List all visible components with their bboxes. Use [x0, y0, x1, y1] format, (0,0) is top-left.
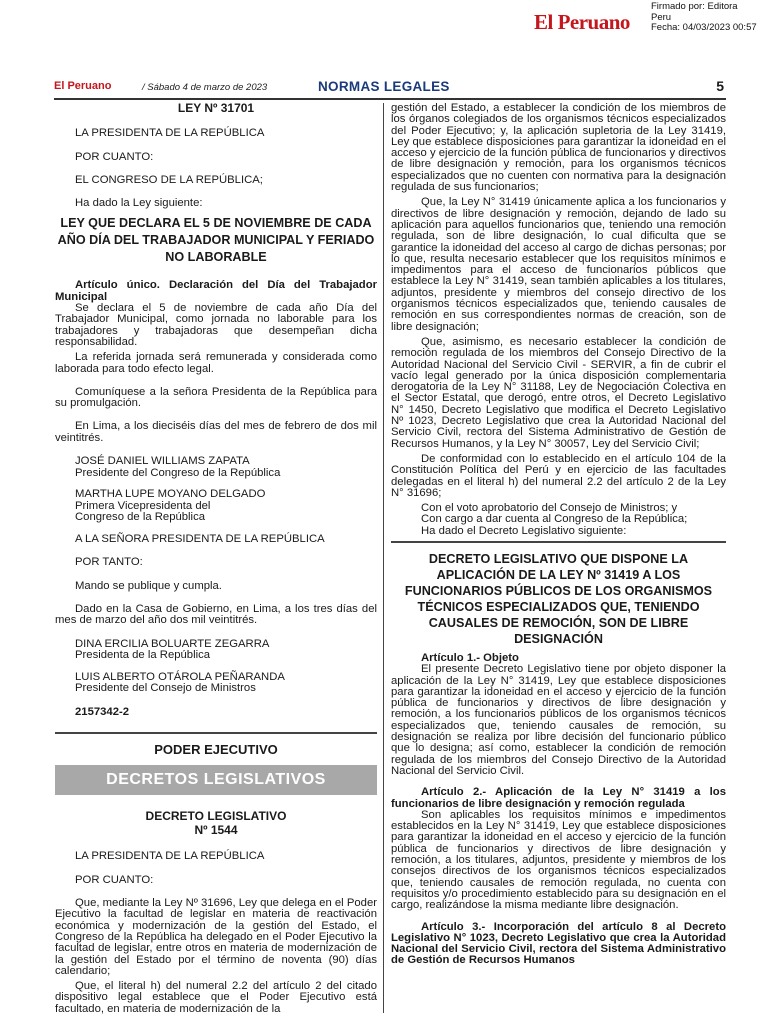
- signer-role: Congreso de la República: [75, 511, 205, 524]
- section-divider: [55, 732, 377, 734]
- intro-line: POR CUANTO:: [75, 150, 154, 163]
- signer-name: MARTHA LUPE MOYANO DELGADO: [75, 488, 266, 501]
- signer-role: Presidente del Congreso de la República: [75, 466, 281, 479]
- decree-heading: DECRETO LEGISLATIVO QUE DISPONE LA APLICACIÓN DE LA LEY Nº 31419 A LOS FUNCIONARIOS PÚBLICOS DE LOS ORGANISMOS TÉCNICOS ESPECIALIZADOS QUE, TENIENDO CAUSALES DE REMOCIÓN, SON DE LIBRE DESIGNACIÓN: [404, 551, 713, 646]
- signer-name: LUIS ALBERTO OTÁROLA PEÑARANDA: [75, 670, 285, 683]
- signature-block: [55, 489, 377, 524]
- paragraph: gestión del Estado, a establecer la condición de los miembros de los órganos colegiados de los organismos técnicos especializados del Poder Ejecutivo; y, la aplicación supletoria de la Ley 31419, Ley que establece disposiciones para garantizar la idoneidad en el acceso y ejercicio de la función pública de funcionarios y directivos de libre designación y remoción, para los organismos técnicos especializados que no cuenten con normativa para la designación regulada de sus funcionarios;: [391, 102, 726, 194]
- article-heading: Artículo 1.- Objeto: [421, 651, 519, 664]
- left-column: [55, 103, 377, 1019]
- paragraph: Comuníquese a la señora Presidenta de la República para su promulgación.: [55, 385, 377, 410]
- intro-line: LA PRESIDENTA DE LA REPÚBLICA: [75, 127, 265, 140]
- por-tanto: POR TANTO:: [75, 556, 143, 569]
- article-heading: Artículo 3.- Incorporación del artículo 8 al Decreto Legislativo N° 1023, Decreto Legislativo que crea la Autoridad Nacional del Servicio Civil, rectora del Sistema Administrativo de Gestión de Recursos Humanos: [391, 920, 726, 967]
- paragraph: Son aplicables los requisitos mínimos e impedimentos establecidos en la Ley N° 31419, Ley que establece disposiciones para garantizar la idoneidad en el acceso y ejercicio de la función pública de funcionarios y directivos de libre designación y remoción, a los titulares, adjuntos, presidente y miembros de los consejos directivos de los organismos técnicos especializados que, teniendo causales de remoción regulada, no cuenta con requisitos y/o procedimiento establecido para su designación en el cargo, realizándose la misma mediante libre designación.: [391, 808, 726, 912]
- signature-logo: El Peruano: [534, 10, 630, 34]
- header-divider: [54, 98, 726, 100]
- column-divider: [383, 103, 384, 1013]
- signature-line: Firmado por: Editora: [651, 1, 738, 12]
- paragraph: Que, mediante la Ley Nº 31696, Ley que delega en el Poder Ejecutivo la facultad de legislar en materia de reactivación económica y modernización de la gestión del Estado, el Congreso de la República ha delegado en el Poder Ejecutivo la facultad de legislar, entre otros en materia de modernización de la gestión del Estado por el término de noventa (90) días calendario;: [55, 897, 377, 977]
- intro-line: EL CONGRESO DE LA REPÚBLICA;: [75, 173, 263, 186]
- signer-name: DINA ERCILIA BOLUARTE ZEGARRA: [75, 637, 270, 650]
- intro-line: LA PRESIDENTA DE LA REPÚBLICA: [75, 850, 265, 863]
- signature-block: [55, 639, 377, 662]
- signature-area: [0, 0, 768, 38]
- decrees-banner: DECRETOS LEGISLATIVOS: [55, 765, 377, 795]
- signer-role: Presidente del Consejo de Ministros: [75, 682, 256, 695]
- signature-block: [55, 672, 377, 695]
- addressee: A LA SEÑORA PRESIDENTA DE LA REPÚBLICA: [75, 533, 325, 546]
- paragraph: Que, el literal h) del numeral 2.2 del artículo 2 del citado dispositivo legal establece que el Poder Ejecutivo está facultado, en materia de modernización de la: [55, 980, 377, 1015]
- mando: Mando se publique y cumpla.: [75, 579, 222, 592]
- signer-role: Presidenta de la República: [75, 649, 211, 662]
- signer-name: JOSÉ DANIEL WILLIAMS ZAPATA: [75, 455, 250, 468]
- paragraph: De conformidad con lo establecido en el artículo 104 de la Constitución Política del Perú y en ejercicio de las facultades delegadas en el literal h) del numeral 2.2 del artículo 2 de la Ley N° 31696;: [391, 452, 726, 499]
- section-title: PODER EJECUTIVO: [154, 742, 278, 758]
- page-number: 5: [716, 78, 724, 94]
- paragraph: La referida jornada será remunerada y considerada como laborada para todo efecto legal.: [55, 351, 377, 375]
- header-logo: El Peruano: [54, 80, 112, 92]
- article-heading: Artículo único. Declaración del Día del Trabajador Municipal: [55, 279, 377, 303]
- paragraph: El presente Decreto Legislativo tiene por objeto disponer la aplicación de la Ley N° 31419, Ley que establece disposiciones para garantizar la idoneidad en el acceso y ejercicio de la función pública de funcionarios y directivos de libre designación y remoción, a los funcionarios públicos de los organismos técnicos especializados que, teniendo causales de remoción, su designación se realiza por libre decisión del funcionario público que lo designa; así como, establecer la condición de remoción regulada de los miembros del Consejo Directivo de la Autoridad Nacional del Servicio Civil.: [391, 663, 726, 777]
- law-heading: LEY QUE DECLARA EL 5 DE NOVIEMBRE DE CADA AÑO DÍA DEL TRABAJADOR MUNICIPAL Y FERIADO NO LABORABLE: [57, 216, 375, 265]
- header-section: NORMAS LEGALES: [318, 79, 450, 94]
- paragraph: En Lima, a los dieciséis días del mes de febrero de dos mil veintitrés.: [55, 420, 377, 444]
- paragraph: Se declara el 5 de noviembre de cada año Día del Trabajador Municipal, como jornada no laborable para los trabajadores y trabajadoras que desempeñan dicha responsabilidad.: [55, 302, 377, 348]
- signature-block: [55, 456, 377, 479]
- paragraph: Ha dado el Decreto Legislativo siguiente:: [421, 524, 627, 537]
- intro-line: Ha dado la Ley siguiente:: [75, 197, 203, 210]
- paragraph: Con cargo a dar cuenta al Congreso de la República;: [421, 513, 688, 526]
- intro-line: POR CUANTO:: [75, 873, 154, 886]
- paragraph: Que, la Ley N° 31419 únicamente aplica a los funcionarios y directivos de libre designación y remoción, dejando de lado su aplicación para aquellos funcionarios que, teniendo una remoción regulada, son de libre designación, lo cual dificulta que se garantice la idoneidad del acceso al cargo de dichas personas; por lo que, resulta necesario establecer que los requisitos mínimos e impedimentos para el acceso de funcionarios públicos que establece la Ley N° 31419, sean también aplicables a los titulares, adjuntos, presidente y miembros del consejo directivo de los organismos técnicos especializados que, teniendo causales de remoción en sus correspondientes normas de creación, son de libre designación;: [391, 196, 726, 333]
- paragraph: Dado en la Casa de Gobierno, en Lima, a los tres días del mes de marzo del año dos mil veintitrés.: [55, 602, 377, 627]
- article-heading: Artículo 2.- Aplicación de la Ley N° 31419 a los funcionarios de libre designación y remoción regulada: [391, 786, 726, 810]
- law-title: LEY Nº 31701: [177, 101, 255, 115]
- header-date: / Sábado 4 de marzo de 2023: [142, 82, 268, 93]
- decree-title: [55, 809, 377, 837]
- paragraph: Con el voto aprobatorio del Consejo de Ministros; y: [421, 502, 678, 515]
- paragraph: Que, asimismo, es necesario establecer la condición de remoción regulada de los miembros del Consejo Directivo de la Autoridad Nacional del Servicio Civil - SERVIR, a fin de cubrir el vacío legal generado por la única disposición complementaria derogatoria de la Ley N° 31188, Ley de Negociación Colectiva en el Sector Estatal, que derogó, entre otros, el Decreto Legislativo N° 1450, Decreto Legislativo que modifica el Decreto Legislativo Nº 1023, Decreto Legislativo que crea la Autoridad Nacional del Servicio Civil, rectora del Sistema Administrativo de Gestión de Recursos Humanos, y la Ley N° 30057, Ley del Servicio Civil;: [391, 335, 726, 450]
- right-column: [391, 103, 726, 967]
- decree-title-line: DECRETO LEGISLATIVO: [145, 809, 287, 824]
- signature-text: [651, 2, 757, 34]
- section-divider: [391, 541, 726, 543]
- signer-role: Primera Vicepresidenta del: [75, 499, 211, 512]
- publication-code: 2157342-2: [75, 705, 130, 718]
- page-header: [54, 77, 726, 99]
- signature-line: Fecha: 04/03/2023 00:57: [651, 22, 757, 33]
- decree-number: Nº 1544: [194, 823, 238, 838]
- signature-line: Peru: [651, 11, 672, 23]
